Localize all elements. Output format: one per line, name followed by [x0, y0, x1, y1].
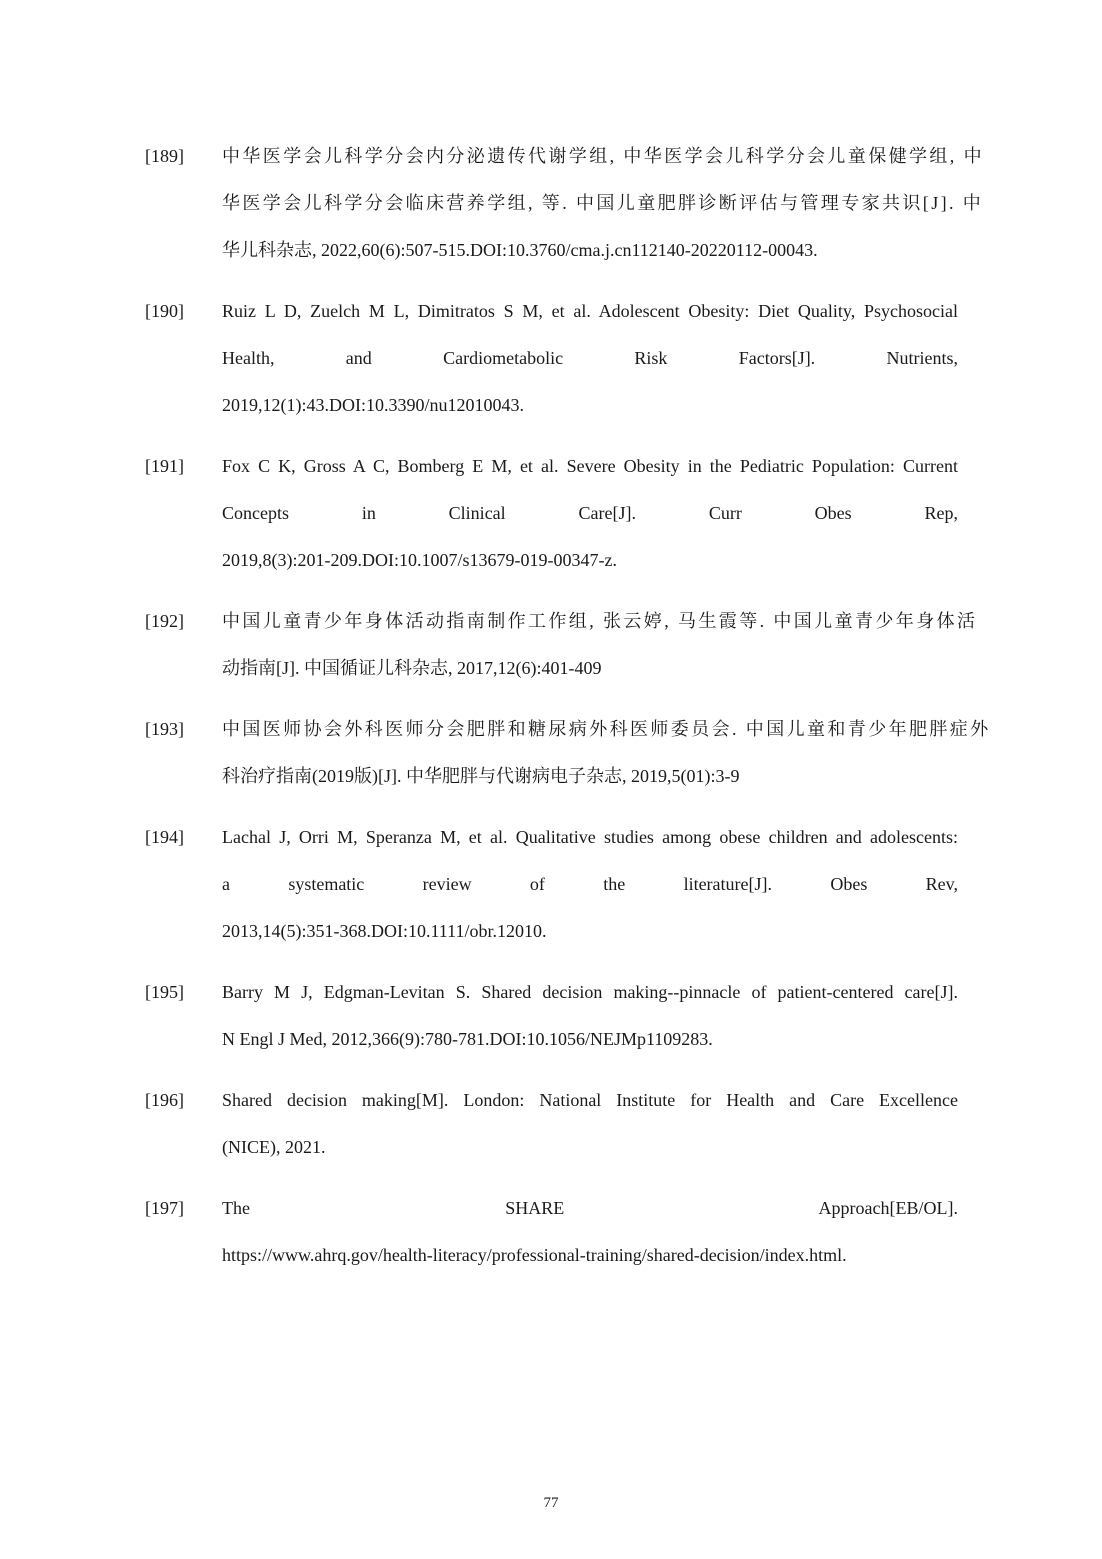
reference-number: [194] [145, 827, 184, 847]
reference-text [222, 706, 991, 800]
reference-entry [0, 133, 1102, 274]
reference-line: Barry M J, Edgman-Levitan S. Shared decision making--pinnacle of patient-centered care[J]. [222, 982, 958, 1002]
reference-number: [193] [145, 719, 184, 739]
reference-line: a systematic review of the literature[J]. Obes Rev, [222, 874, 958, 894]
page-number: 77 [543, 1495, 559, 1511]
reference-line: Ruiz L D, Zuelch M L, Dimitratos S M, et al. Adolescent Obesity: Diet Quality, Psychosocial [222, 301, 958, 321]
reference-line: 华儿科杂志, 2022,60(6):507-515.DOI:10.3760/cma.j.cn112140-20220112-00043. [222, 240, 818, 260]
reference-text [222, 1185, 958, 1279]
reference-number: [192] [145, 611, 184, 631]
reference-entry [0, 1185, 1102, 1279]
reference-line: Fox C K, Gross A C, Bomberg E M, et al. Severe Obesity in the Pediatric Population: Current [222, 456, 958, 476]
reference-number: [197] [145, 1198, 184, 1218]
reference-line: N Engl J Med, 2012,366(9):780-781.DOI:10.1056/NEJMp1109283. [222, 1029, 713, 1049]
reference-text [222, 814, 958, 955]
reference-text [222, 1077, 958, 1171]
reference-entry [0, 443, 1102, 584]
reference-line: 华医学会儿科学分会临床营养学组, 等. 中国儿童肥胖诊断评估与管理专家共识[J]. 中 [222, 193, 984, 213]
reference-line: 动指南[J]. 中国循证儿科杂志, 2017,12(6):401-409 [222, 658, 602, 678]
reference-text [222, 598, 978, 692]
reference-line: (NICE), 2021. [222, 1137, 326, 1157]
reference-line: The SHARE Approach[EB/OL]. [222, 1198, 958, 1218]
reference-line: https://www.ahrq.gov/health-literacy/professional-training/shared-decision/index.html. [222, 1245, 847, 1265]
reference-line: 中华医学会儿科学分会内分泌遗传代谢学组, 中华医学会儿科学分会儿童保健学组, 中 [222, 146, 984, 166]
reference-line: Health, and Cardiometabolic Risk Factors[J]. Nutrients, [222, 348, 958, 368]
reference-line: Shared decision making[M]. London: National Institute for Health and Care Excellence [222, 1090, 958, 1110]
reference-line: 中国儿童青少年身体活动指南制作工作组, 张云婷, 马生霞等. 中国儿童青少年身体活 [222, 611, 978, 631]
reference-entry [0, 814, 1102, 955]
reference-entry [0, 598, 1102, 692]
reference-line: 科治疗指南(2019版)[J]. 中华肥胖与代谢病电子杂志, 2019,5(01):3-9 [222, 766, 740, 786]
reference-text [222, 443, 958, 584]
reference-text [222, 133, 984, 274]
reference-line: 2019,8(3):201-209.DOI:10.1007/s13679-019-00347-z. [222, 550, 617, 570]
reference-number: [191] [145, 456, 184, 476]
reference-entry [0, 969, 1102, 1063]
reference-number: [189] [145, 146, 184, 166]
reference-line: 2019,12(1):43.DOI:10.3390/nu12010043. [222, 395, 524, 415]
reference-text [222, 288, 958, 429]
reference-entry [0, 706, 1102, 800]
reference-line: 中国医师协会外科医师分会肥胖和糖尿病外科医师委员会. 中国儿童和青少年肥胖症外 [222, 719, 991, 739]
reference-entry [0, 288, 1102, 429]
reference-line: Concepts in Clinical Care[J]. Curr Obes Rep, [222, 503, 958, 523]
reference-entry [0, 1077, 1102, 1171]
reference-list [0, 133, 1102, 1293]
reference-number: [195] [145, 982, 184, 1002]
reference-line: 2013,14(5):351-368.DOI:10.1111/obr.12010. [222, 921, 547, 941]
reference-text [222, 969, 958, 1063]
reference-line: Lachal J, Orri M, Speranza M, et al. Qualitative studies among obese children and adolescents: [222, 827, 958, 847]
reference-number: [196] [145, 1090, 184, 1110]
reference-number: [190] [145, 301, 184, 321]
